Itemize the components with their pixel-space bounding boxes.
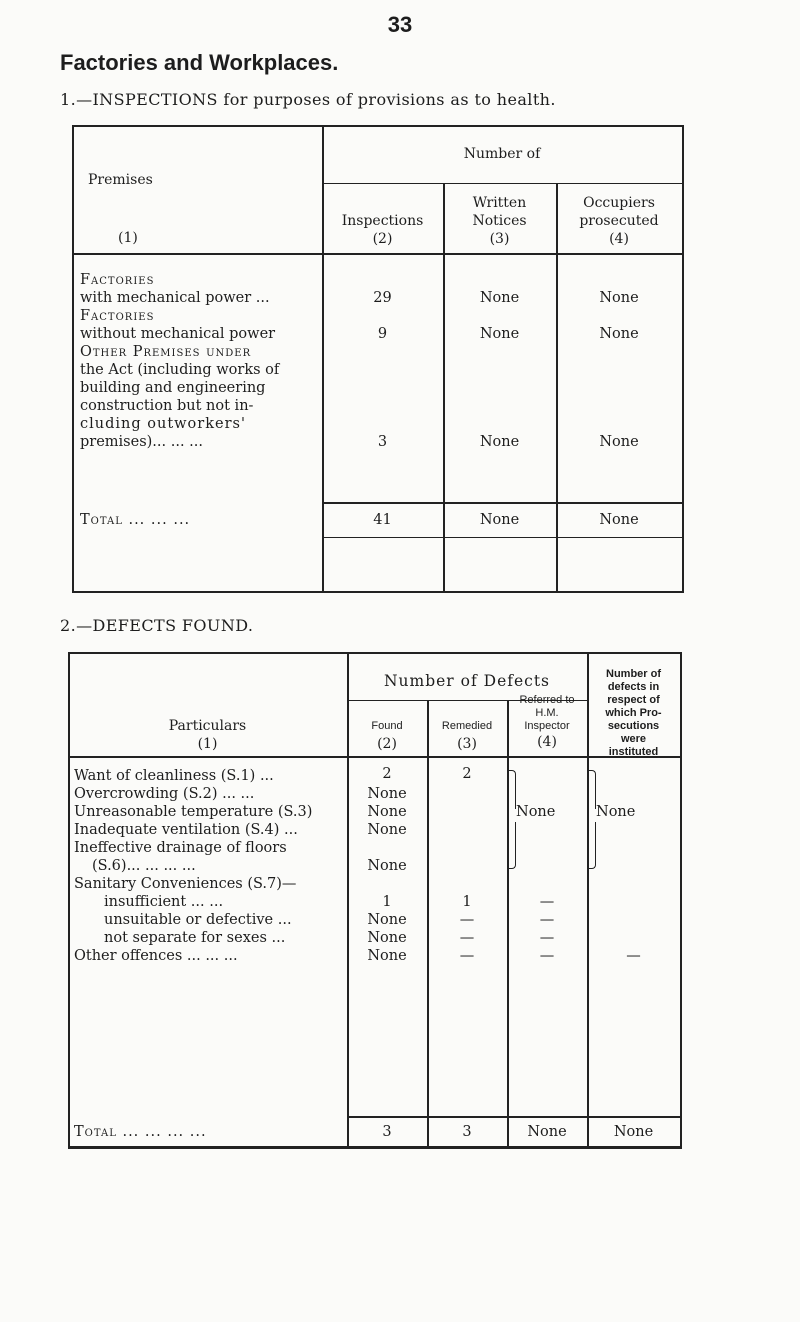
defect-row-label: Overcrowding (S.2) ... ... xyxy=(74,786,255,802)
defect-row-label: Sanitary Conveniences (S.7)— xyxy=(74,876,297,892)
col-prosecutions-label-7: instituted xyxy=(608,746,659,758)
col-occupiers-label-1: Occupiers xyxy=(583,195,655,211)
defect-row-found: None xyxy=(367,786,407,802)
col-premises-label: Premises xyxy=(88,172,153,188)
defects-total-prosecutions: None xyxy=(613,1124,654,1140)
col-particulars-label: Particulars xyxy=(168,718,247,734)
defect-row-label: Unreasonable temperature (S.3) xyxy=(74,804,313,820)
col-written-num: (3) xyxy=(489,231,510,247)
col-remedied-num: (3) xyxy=(457,736,477,752)
row-label-line: Factories xyxy=(80,272,155,288)
defect-row-label: Other offences ... ... ... xyxy=(74,948,238,964)
row-label-line: with mechanical power ... xyxy=(80,290,270,306)
defects-title: 2.—DEFECTS FOUND. xyxy=(60,616,254,635)
defect-row-remedied: — xyxy=(459,912,475,928)
col-number-of-label: Number of xyxy=(463,146,541,162)
defect-row-found: None xyxy=(367,930,407,946)
row-label-line: without mechanical power xyxy=(80,326,276,342)
defect-row-label: not separate for sexes ... xyxy=(104,930,286,946)
row-prosecuted: None xyxy=(599,290,639,306)
defect-row-found: None xyxy=(367,858,407,874)
defect-row-referred: — xyxy=(539,894,555,910)
defect-row-referred: — xyxy=(539,912,555,928)
col-prosecutions-label-3: respect of xyxy=(607,694,660,706)
row-label-line: Factories xyxy=(80,308,155,324)
defects-total-found: 3 xyxy=(382,1124,392,1140)
defect-row-prosecutions: — xyxy=(626,948,641,964)
col-written-label-1: Written xyxy=(472,195,527,211)
col-prosecutions-label-4: which Pro- xyxy=(605,707,662,719)
defect-row-label: Ineffective drainage of floors xyxy=(74,840,287,856)
col-number-of-defects: Number of Defects xyxy=(383,672,551,690)
row-notices: None xyxy=(479,434,520,450)
col-prosecutions-label-2: defects in xyxy=(607,681,660,693)
col-premises-num: (1) xyxy=(118,230,138,246)
defects-total-referred: None xyxy=(527,1124,567,1140)
row-notices: None xyxy=(479,290,520,306)
col-prosecutions-label-6: were xyxy=(620,733,647,745)
defect-row-label: (S.6)... ... ... ... xyxy=(92,858,196,874)
col-prosecutions-label-1: Number of xyxy=(606,668,661,680)
col-referred-num: (4) xyxy=(537,734,557,750)
brace-referred-bottom xyxy=(509,822,516,869)
row-label-line: premises)... ... ... xyxy=(80,434,204,450)
defect-row-found: None xyxy=(367,804,407,820)
col-inspections-num: (2) xyxy=(372,231,393,247)
row-label-line: cluding outworkers' xyxy=(80,416,246,432)
col-referred-label-1: Referred to xyxy=(519,694,575,706)
defect-row-label: unsuitable or defective ... xyxy=(104,912,292,928)
defect-row-remedied: 1 xyxy=(462,894,472,910)
total-inspections: 41 xyxy=(373,512,392,528)
col-occupiers-num: (4) xyxy=(609,231,629,247)
total-notices: None xyxy=(479,512,520,528)
col-particulars-num: (1) xyxy=(197,736,218,752)
page-heading: Factories and Workplaces. xyxy=(60,50,339,75)
defects-total-remedied: 3 xyxy=(462,1124,472,1140)
row-inspections: 3 xyxy=(377,434,388,450)
col-found-label: Found xyxy=(371,720,403,732)
defect-row-found: 2 xyxy=(382,766,392,782)
defect-row-found: 1 xyxy=(382,894,392,910)
row-label-line: the Act (including works of xyxy=(80,362,280,378)
row-prosecuted: None xyxy=(599,434,639,450)
col-occupiers-label-2: prosecuted xyxy=(579,213,659,229)
row-label-line: building and engineering xyxy=(80,380,266,396)
col-remedied-label: Remedied xyxy=(441,720,493,732)
defect-row-referred: — xyxy=(539,948,555,964)
col-prosecutions-label-5: secutions xyxy=(607,720,660,732)
defect-row-label: Inadequate ventilation (S.4) ... xyxy=(74,822,298,838)
defect-row-found: None xyxy=(367,912,407,928)
defect-row-found: None xyxy=(367,822,407,838)
row-notices: None xyxy=(479,326,520,342)
defect-row-label: Want of cleanliness (S.1) ... xyxy=(74,768,274,784)
page-number: 33 xyxy=(387,12,413,37)
col-found-num: (2) xyxy=(377,736,397,752)
row-inspections: 29 xyxy=(373,290,392,306)
defect-row-referred: — xyxy=(539,930,555,946)
row-inspections: 9 xyxy=(377,326,388,342)
defects-total-label: Total ... ... ... ... xyxy=(74,1124,207,1140)
row-label-line: Other Premises under xyxy=(80,344,252,360)
inspections-title: 1.—INSPECTIONS for purposes of provisions as to health. xyxy=(60,90,556,109)
brace-prosecutions-bottom xyxy=(589,822,596,869)
brace-referred-value: None xyxy=(516,804,556,820)
col-inspections-label: Inspections xyxy=(341,213,424,229)
total-label: Total ... ... ... xyxy=(80,512,191,528)
defect-row-found: None xyxy=(367,948,407,964)
col-referred-label-2: H.M. xyxy=(535,707,559,719)
row-label-line: construction but not in- xyxy=(80,398,254,414)
row-prosecuted: None xyxy=(599,326,639,342)
col-written-label-2: Notices xyxy=(472,213,527,229)
total-prosecuted: None xyxy=(599,512,639,528)
brace-referred-top xyxy=(509,770,516,809)
defect-row-label: insufficient ... ... xyxy=(104,894,224,910)
defect-row-remedied: 2 xyxy=(462,766,472,782)
brace-prosecutions-value: None xyxy=(596,804,636,820)
defect-row-remedied: — xyxy=(459,948,475,964)
brace-prosecutions-top xyxy=(589,770,596,809)
col-referred-label-3: Inspector xyxy=(524,720,570,732)
defect-row-remedied: — xyxy=(459,930,475,946)
